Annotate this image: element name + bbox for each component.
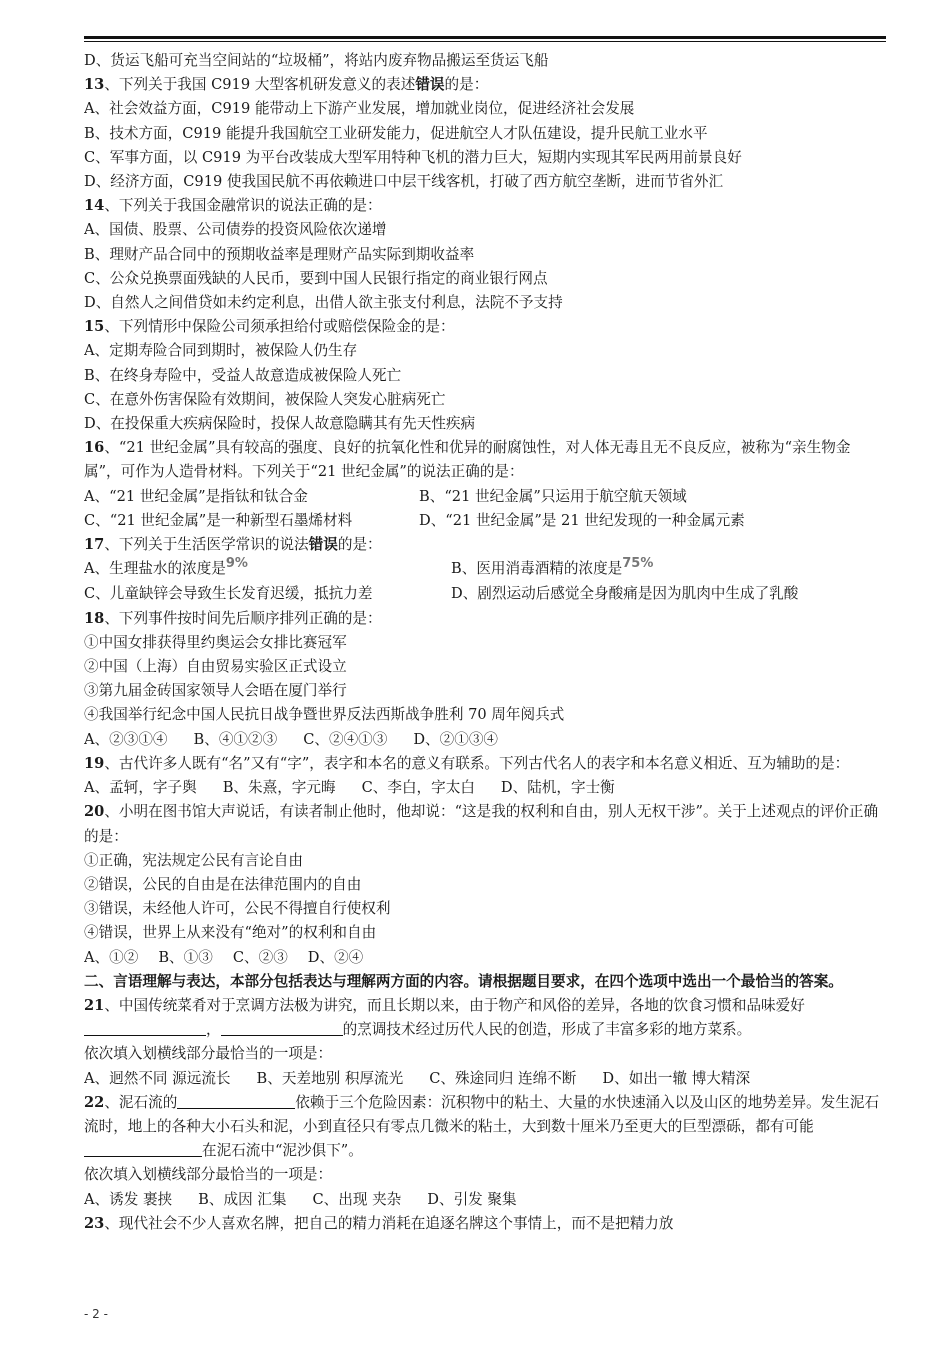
statement-2: ②错误，公民的自由是在法律范围内的自由 [84,875,362,893]
option-b: B、在终身寿险中，受益人故意造成被保险人死亡 [84,366,402,384]
question-23 [84,1212,884,1236]
question-18 [84,607,884,631]
option-row [84,557,884,582]
question-text: 、下列关于我国金融常识的说法正确的是： [104,197,382,215]
option-c: C、②④①③ [303,730,388,748]
option-a: A、国债、股票、公司债券的投资风险依次递增 [84,221,387,239]
option-c: C、“21 世纪金属”是一种新型石墨烯材料 [84,511,353,529]
question-emphasis: 错误 [415,76,445,94]
question-number: 14 [84,197,105,215]
option-row [84,509,884,533]
question-text: 的是： [337,536,382,554]
option-b: B、“21 世纪金属”只运用于航空航天领域 [419,487,687,505]
question-text: 的是： [444,76,489,94]
question-text: 、下列事件按时间先后顺序排列正确的是： [104,609,382,627]
option-text: B、医用消毒酒精的浓度是 [451,560,623,578]
question-text: 、下列情形中保险公司须承担给付或赔偿保险金的是： [104,318,455,336]
exam-page [84,49,884,1236]
question-text: 在泥石流中“泥沙俱下”。 [202,1142,363,1160]
option-c: C、出现 夹杂 [312,1190,402,1208]
question-emphasis: 错误 [308,536,338,554]
question-14 [84,194,884,218]
option-row [84,485,884,509]
question-prompt: 依次填入划横线部分最恰当的一项是： [84,1045,333,1063]
question-20 [84,800,884,848]
option-d: D、经济方面，C919 使我国民航不再依赖进口中层干线客机，打破了西方航空垄断，进而节省外汇 [84,173,724,191]
question-number: 17 [84,536,105,554]
fill-blank-2 [221,1019,343,1036]
option-d: D、引发 聚集 [427,1190,517,1208]
statement-1: ①正确，宪法规定公民有言论自由 [84,851,303,869]
statement-3: ③第九届金砖国家领导人会晤在厦门举行 [84,682,347,700]
question-text: 依赖于三个危险因素：沉积物中的粘土、大量的水快速涌入以及山区的地势差异。发生泥石流时，地上的各种大小石头和泥，小到直径只有零点几微米的粘土，大到数十厘米乃至更大的巨型漂砾，都有可能 [84,1093,880,1135]
question-text: 、中国传统菜肴对于烹调方法极为讲究，而且长期以来，由于物产和风俗的差异，各地的饮食习惯和品味爱好 [104,996,805,1014]
question-text: 、泥石流的 [104,1093,178,1111]
option-line: D、货运飞船可充当空间站的“垃圾桶”，将站内废弃物品搬运至货运飞船 [84,52,549,69]
percent-figure: 75% [622,557,654,572]
option-row [84,728,884,752]
question-number: 18 [84,609,105,627]
option-c: C、②③ [232,948,288,966]
fill-blank-1 [84,1019,206,1036]
question-19 [84,752,884,776]
question-15 [84,315,884,339]
option-row [84,1067,884,1091]
question-16 [84,436,884,484]
option-c: C、公众兑换票面残缺的人民币，要到中国人民银行指定的商业银行网点 [84,269,548,287]
option-d: D、自然人之间借贷如未约定利息，出借人欲主张支付利息，法院不予支持 [84,294,563,312]
option-d: D、陆机，字士衡 [500,779,615,797]
option-d: D、②①③④ [413,730,499,748]
header-rule-thick [84,36,886,39]
option-b: B、天差地别 积厚流光 [256,1069,404,1087]
option-row [84,776,884,800]
option-a: A、迥然不同 源远流长 [84,1069,231,1087]
question-text: 、古代许多人既有“名”又有“字”，表字和本名的意义有联系。下列古代名人的表字和本名意义相近、互为辅助的是： [104,754,850,772]
option-c: C、李白，字太白 [361,779,475,797]
option-b: B、成因 汇集 [198,1190,287,1208]
option-d: D、在投保重大疾病保险时，投保人故意隐瞒其有先天性疾病 [84,415,476,433]
question-text: 、下列关于我国 C919 大型客机研发意义的表述 [104,76,416,94]
header-rule-thin [84,41,886,42]
option-c: C、军事方面，以 C919 为平台改装成大型军用特种飞机的潜力巨大，短期内实现其军民两用前景良好 [84,148,742,166]
option-b: B、朱熹，字元晦 [222,779,336,797]
option-a: A、②③①④ [84,730,168,748]
percent-figure: 9% [225,557,248,572]
question-text: 、小明在图书馆大声说话，有读者制止他时，他却说：“这是我的权利和自由，别人无权干涉”。关于上述观点的评价正确的是： [84,803,879,845]
question-text: 、现代社会不少人喜欢名牌，把自己的精力消耗在追逐名牌这个事情上，而不是把精力放 [104,1214,674,1232]
option-a: A、①② [84,948,139,966]
statement-1: ①中国女排获得里约奥运会女排比赛冠军 [84,633,347,651]
option-b: B、④①②③ [193,730,278,748]
question-text: 的烹调技术经过历代人民的创造，形成了丰富多彩的地方菜系。 [342,1021,752,1039]
option-b [451,557,654,578]
option-a: A、孟轲，字子舆 [84,779,197,797]
question-text: 、下列关于生活医学常识的说法 [104,536,309,554]
question-number: 23 [84,1214,105,1232]
question-number: 22 [84,1093,105,1111]
option-c: C、殊途同归 连绵不断 [429,1069,577,1087]
option-text: A、生理盐水的浓度是 [84,560,226,578]
option-d: D、“21 世纪金属”是 21 世纪发现的一种金属元素 [419,511,745,529]
option-b: B、理财产品合同中的预期收益率是理财产品实际到期收益率 [84,245,475,263]
option-row [84,1188,884,1212]
question-number: 21 [84,996,105,1014]
section-heading: 二、言语理解与表达，本部分包括表达与理解两方面的内容。请根据题目要求，在四个选项中选出一个最恰当的答案。 [84,972,843,990]
question-number: 16 [84,439,105,457]
option-row [84,582,884,606]
option-b: B、技术方面，C919 能提升我国航空工业研发能力，促进航空人才队伍建设，提升民航工业水平 [84,124,708,142]
question-number: 20 [84,803,105,821]
option-c: C、儿童缺锌会导致生长发育迟缓，抵抗力差 [84,585,373,603]
option-a [84,557,451,582]
option-b: B、①③ [158,948,213,966]
statement-4: ④我国举行纪念中国人民抗日战争暨世界反法西斯战争胜利 70 周年阅兵式 [84,706,565,724]
option-c: C、在意外伤害保险有效期间，被保险人突发心脏病死亡 [84,390,446,408]
question-22 [84,1091,884,1164]
statement-2: ②中国（上海）自由贸易实验区正式设立 [84,658,347,676]
question-prompt: 依次填入划横线部分最恰当的一项是： [84,1166,333,1184]
question-text: 、“21 世纪金属”具有较高的强度、良好的抗氧化性和优异的耐腐蚀性，对人体无毒且无不良反应，被称为“亲生物金属”，可作为人造骨材料。下列关于“21 世纪金属”的说法正确的是： [84,439,851,481]
option-row [84,946,884,970]
page-number: - 2 - [84,1307,108,1321]
statement-4: ④错误，世界上从来没有“绝对”的权利和自由 [84,924,377,942]
question-21 [84,994,884,1042]
question-number: 13 [84,76,105,94]
option-a: A、定期寿险合同到期时，被保险人仍生存 [84,342,358,360]
option-a: A、“21 世纪金属”是指钛和钛合金 [84,487,308,505]
fill-blank-1 [177,1092,295,1109]
option-d: D、②④ [307,948,364,966]
statement-3: ③错误，未经他人许可，公民不得擅自行使权利 [84,900,391,918]
question-17 [84,533,884,557]
option-a: A、诱发 裹挟 [84,1190,173,1208]
question-number: 19 [84,754,105,772]
question-text: ， [206,1021,221,1039]
option-d: D、剧烈运动后感觉全身酸痛是因为肌肉中生成了乳酸 [451,585,799,603]
option-a: A、社会效益方面，C919 能带动上下游产业发展，增加就业岗位，促进经济社会发展 [84,100,635,118]
fill-blank-2 [84,1140,202,1157]
question-number: 15 [84,318,105,336]
option-d: D、如出一辙 博大精深 [602,1069,751,1087]
question-13 [84,73,884,97]
